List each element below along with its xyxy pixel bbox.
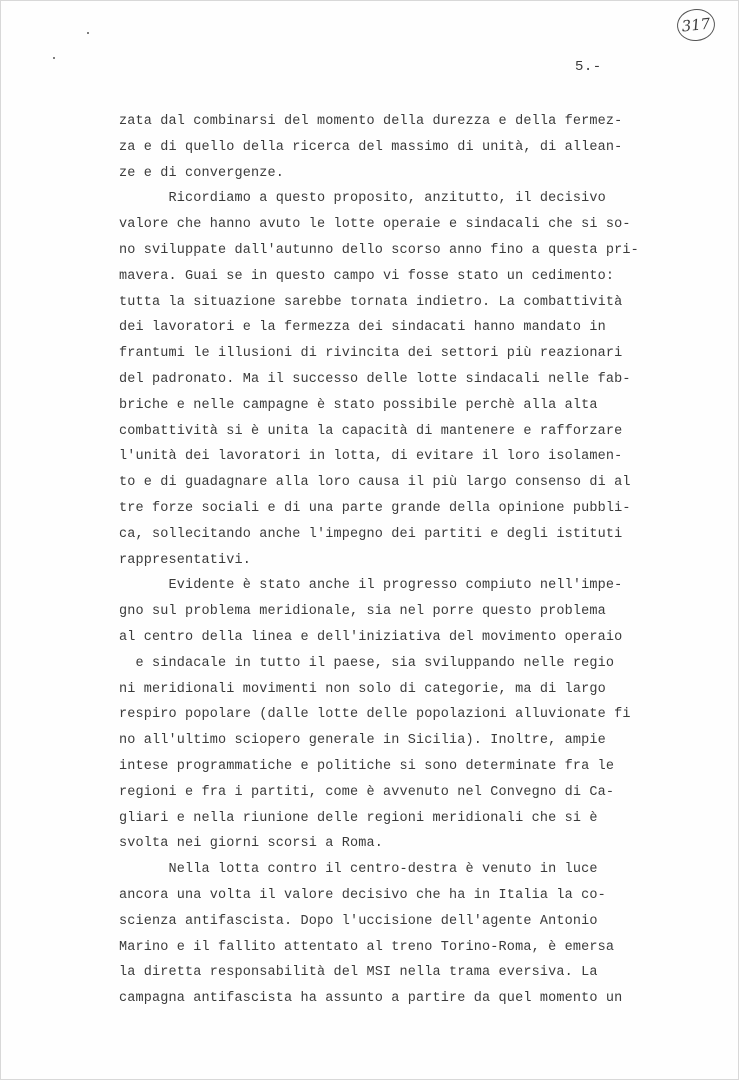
body-text	[119, 109, 699, 1012]
text-line: ni meridionali movimenti non solo di categorie, ma di largo	[119, 681, 606, 697]
text-line: valore che hanno avuto le lotte operaie e sindacali che si so-	[119, 217, 631, 233]
text-line: za e di quello della ricerca del massimo di unità, di allean-	[119, 139, 623, 155]
text-line: Nella lotta contro il centro-destra è venuto in luce	[119, 862, 598, 878]
text-line: l'unità dei lavoratori in lotta, di evitare il loro isolamen-	[119, 449, 623, 465]
text-line: svolta nei giorni scorsi a Roma.	[119, 836, 384, 852]
paper-speck	[53, 57, 55, 59]
text-line: regioni e fra i partiti, come è avvenuto nel Convegno di Ca-	[119, 784, 615, 800]
text-line: la diretta responsabilità del MSI nella trama eversiva. La	[119, 965, 598, 981]
text-line: ancora una volta il valore decisivo che ha in Italia la co-	[119, 887, 606, 903]
text-line: dei lavoratori e la fermezza dei sindacati hanno mandato in	[119, 320, 606, 336]
text-line: briche e nelle campagne è stato possibile perchè alla alta	[119, 397, 598, 413]
text-line: Ricordiamo a questo proposito, anzitutto, il decisivo	[119, 191, 606, 207]
text-line: zata dal combinarsi del momento della durezza e della fermez-	[119, 114, 623, 129]
text-line: tutta la situazione sarebbe tornata indietro. La combattività	[119, 294, 623, 310]
text-line: ca, sollecitando anche l'impegno dei partiti e degli istituti	[119, 526, 623, 542]
text-line: mavera. Guai se in questo campo vi fosse stato un cedimento:	[119, 268, 615, 284]
text-line: no sviluppate dall'autunno dello scorso anno fino a questa pri-	[119, 242, 639, 258]
text-line: no all'ultimo sciopero generale in Sicilia). Inoltre, ampie	[119, 733, 606, 749]
text-line: al centro della linea e dell'iniziativa del movimento operaio	[119, 629, 623, 645]
text-line: e sindacale in tutto il paese, sia sviluppando nelle regio	[119, 655, 615, 671]
text-line: Marino e il fallito attentato al treno Torino-Roma, è emersa	[119, 939, 615, 955]
page-number: 5.-	[575, 59, 602, 75]
text-line: ze e di convergenze.	[119, 165, 285, 181]
text-line: del padronato. Ma il successo delle lotte sindacali nelle fab-	[119, 371, 631, 387]
text-line: gno sul problema meridionale, sia nel porre questo problema	[119, 604, 606, 620]
text-line: rappresentativi.	[119, 552, 252, 568]
text-line: frantumi le illusioni di rivincita dei settori più reazionari	[119, 346, 623, 362]
text-line: scienza antifascista. Dopo l'uccisione dell'agente Antonio	[119, 913, 598, 929]
paper-speck	[87, 32, 89, 34]
text-line: intese programmatiche e politiche si sono determinate fra le	[119, 758, 615, 774]
archive-stamp: 317	[675, 7, 716, 43]
text-line: combattività si è unita la capacità di mantenere e rafforzare	[119, 423, 623, 439]
text-line: respiro popolare (dalle lotte delle popolazioni alluvionate fi	[119, 707, 631, 723]
text-line: gliari e nella riunione delle regioni meridionali che si è	[119, 810, 598, 826]
text-line: Evidente è stato anche il progresso compiuto nell'impe-	[119, 578, 623, 594]
text-line: to e di guadagnare alla loro causa il più largo consenso di al	[119, 475, 631, 491]
text-line: tre forze sociali e di una parte grande della opinione pubbli-	[119, 500, 631, 516]
text-line: campagna antifascista ha assunto a partire da quel momento un	[119, 991, 623, 1007]
